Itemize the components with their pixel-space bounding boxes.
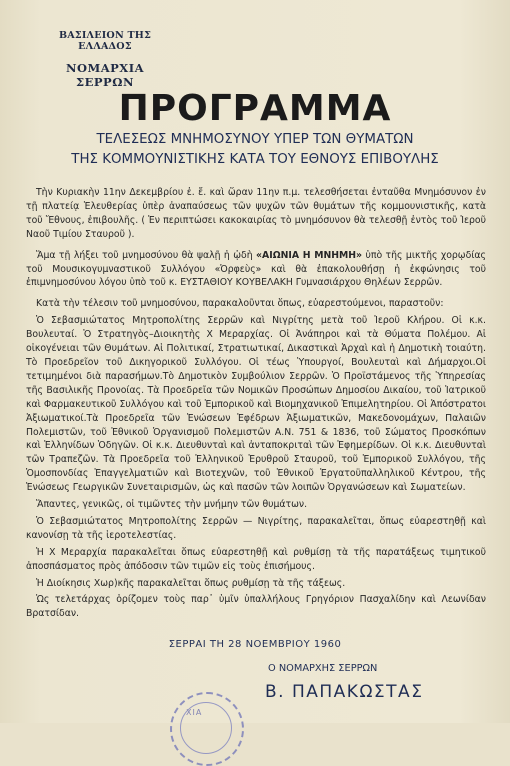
paragraph-announcement: Τὴν Κυριακὴν 11ην Δεκεμβρίου ἐ. ἔ. καὶ ὥραν 11ην π.μ. τελεσθήσεται ἐνταῦθα Μνημόσυνον ἐν τῇ πλατείᾳ Ἐλευθερίας ὑπὲρ ἀναπαύσεως τῶν ψυχῶν τῶν θυμάτων τῆς κομμουνιστικῆς, κατὰ τοῦ Ἔθνους, ἐπιβουλῆς. ( Ἐν περιπτώσει κακοκαιρίας τὸ μνημόσυνον θὰ τελεσθῇ ἐντὸς τοῦ Ἱεροῦ Ναοῦ Τιμίου Σταυροῦ ).: [26, 187, 486, 240]
hymn-title: «ΑΙΩΝΙΑ Η ΜΝΗΜΗ»: [256, 249, 363, 261]
letterhead: [40, 30, 170, 89]
paragraph-public: Ἅπαντες, γενικῶς, οἱ τιμῶντες τὴν μνήμην τῶν θυμάτων.: [36, 499, 308, 511]
prefecture-heading: ΝΟΜΑΡΧΙΑ ΣΕΡΡΩΝ: [65, 61, 145, 89]
kingdom-heading: ΒΑΣΙΛΕΙΟΝ ΤΗΣ ΕΛΛΑΔΟΣ: [58, 30, 152, 52]
paragraph-hymn-text-2: ὑπὸ τῆς μικτῆς χορῳδίας τοῦ Μουσικογυμναστικοῦ Συλλόγου «Ὀρφεὺς» καὶ θὰ ἐπακολουθήσῃ ἡ ἐκφώνησις τοῦ ἐπιμνημοσύνου λόγου ὑπὸ τοῦ κ. ΕΥΣΤΑΘΙΟΥ ΚΟΥΒΕΛΑΚΗ Γυμνασιάρχου Θηλέων Σερρῶν.: [26, 249, 486, 289]
paragraph-invitation: Κατὰ τὴν τέλεσιν τοῦ μνημοσύνου, παρακαλοῦνται ὅπως, εὐαρεστούμενοι, παραστοῦν:: [36, 298, 444, 310]
subtitle-line-1: ΤΕΛΕΣΕΩΣ ΜΝΗΜΟΣΥΝΟΥ ΥΠΕΡ ΤΩΝ ΘΥΜΑΤΩΝ: [96, 132, 414, 147]
paragraph-hymn-text-1: Ἅμα τῇ λήξει τοῦ μνημοσύνου θὰ ψαλῇ ἡ ᾠδὴ: [36, 249, 257, 261]
official-stamp: [170, 692, 244, 766]
paragraph-invitees: Ὁ Σεβασμιώτατος Μητροπολίτης Σερρῶν καὶ Νιγρίτης μετὰ τοῦ Ἱεροῦ Κλήρου. Οἱ κ.κ. Βουλευταί. Ὁ Στρατηγὸς–Διοικητὴς Χ Μεραρχίας. Οἱ Ἀνάπηροι καὶ τὰ Θύματα Πολέμου. Αἱ οἰκογένειαι τῶν Θυμάτων. Αἱ Πολιτικαί, Στρατιωτικαί, Δικαστικαὶ Ἀρχαὶ καὶ ἡ Δημοτικὴ τοιαύτη. Τὸ Προεδρεῖον τοῦ Δικηγορικοῦ Συλλόγου. Οἱ τέως Ὑπουργοί, Βουλευταὶ καὶ Δήμαρχοι.Οἱ τετιμημένοι διὰ παρασήμων.Τὸ Δημοτικὸν Συμβούλιον Σερρῶν. Ὁ Προϊστάμενος τῆς Ὑπηρεσίας τῆς Βασιλικῆς Προνοίας. Τὰ Προεδρεῖα τῶν Νομικῶν Προσώπων Δημοσίου Δικαίου, τοῦ Ἰατρικοῦ καὶ Φαρμακευτικοῦ Συλλόγου καὶ τοῦ Ἐμπορικοῦ καὶ Βιομηχανικοῦ Ἐπιμελητηρίου. Οἱ Ἀπόστρατοι Ἀξιωματικοί.Τὰ Προεδρεῖα τῶν Ἑνώσεων Ἐφέδρων Ἀξιωματικῶν, Μακεδονομάχων, Παλαιῶν Πολεμιστῶν, τοῦ Ἐθνικοῦ Ὀργανισμοῦ Πολεμιστῶν Α.Ν. 751 & 1836, τοῦ Σώματος Προσκόπων καὶ Ἑλληνίδων Ὁδηγῶν. Οἱ κ.κ. Διευθυνταὶ καὶ ἀνταποκριταὶ τῶν Ἐφημερίδων. Οἱ κ.κ. Διευθυνταὶ τῶν Τραπεζῶν. Τὰ Προεδρεῖα τοῦ Ἑλληνικοῦ Ἐρυθροῦ Σταυροῦ, τοῦ Ἐμπορικοῦ Συλλόγου, τῆς Ὁμοσπονδίας Ἐπαγγελματιῶν καὶ Βιοτεχνῶν, τοῦ Ἐθνικοῦ Ἐργατοϋπαλληλικοῦ Κέντρου, τῆς Ἑνώσεως Γεωργικῶν Συνεταιρισμῶν, ὡς καὶ πασῶν τῶν λοιπῶν Ὀργανώσεων καὶ Σωματείων.: [26, 315, 486, 494]
stamp-text: ΧΙΑ: [186, 708, 203, 717]
subtitle-line-2: ΤΗΣ ΚΟΜΜΟΥΝΙΣΤΙΚΗΣ ΚΑΤΑ ΤΟΥ ΕΘΝΟΥΣ ΕΠΙΒΟΥΛΗΣ: [71, 152, 439, 167]
date-line: ΣΕΡΡΑΙ ΤΗ 28 ΝΟΕΜΒΡΙΟΥ 1960: [168, 639, 342, 650]
paragraph-metropolitan: Ὁ Σεβασμιώτατος Μητροπολίτης Σερρῶν — Νιγρίτης, παρακαλεῖται, ὅπως εὐαρεστηθῇ καὶ κανονίσῃ τὰ τῆς ἱεροτελεστίας.: [26, 515, 486, 541]
paragraph-hymn: [26, 249, 486, 291]
signer-name: Β. ΠΑΠΑΚΩΣΤΑΣ: [265, 682, 424, 702]
paragraph-division: Ἡ Χ Μεραρχία παρακαλεῖται ὅπως εὐαρεστηθῇ καὶ ρυθμίσῃ τὰ τῆς παρατάξεως τιμητικοῦ ἀποσπάσματος πρὸς ἀπόδοσιν τῶν τιμῶν εἰς τοὺς ἐπισήμους.: [26, 546, 486, 572]
document-subtitle: [0, 130, 510, 170]
signer-title: Ο ΝΟΜΑΡΧΗΣ ΣΕΡΡΩΝ: [268, 663, 378, 674]
paragraph-masters-of-ceremony: Ὡς τελετάρχας ὁρίζομεν τοὺς παρ᾽ ὑμῖν ὑπαλλήλους Γρηγόριον Πασχαλίδην καὶ Λεωνίδαν Βρατσίδαν.: [26, 594, 486, 620]
document-body: [26, 186, 486, 624]
paragraph-police: Ἡ Διοίκησις Χωρ)κῆς παρακαλεῖται ὅπως ρυθμίσῃ τὰ τῆς τάξεως.: [36, 577, 346, 589]
document-title: ΠΡΟΓΡΑΜΜΑ: [118, 88, 392, 129]
